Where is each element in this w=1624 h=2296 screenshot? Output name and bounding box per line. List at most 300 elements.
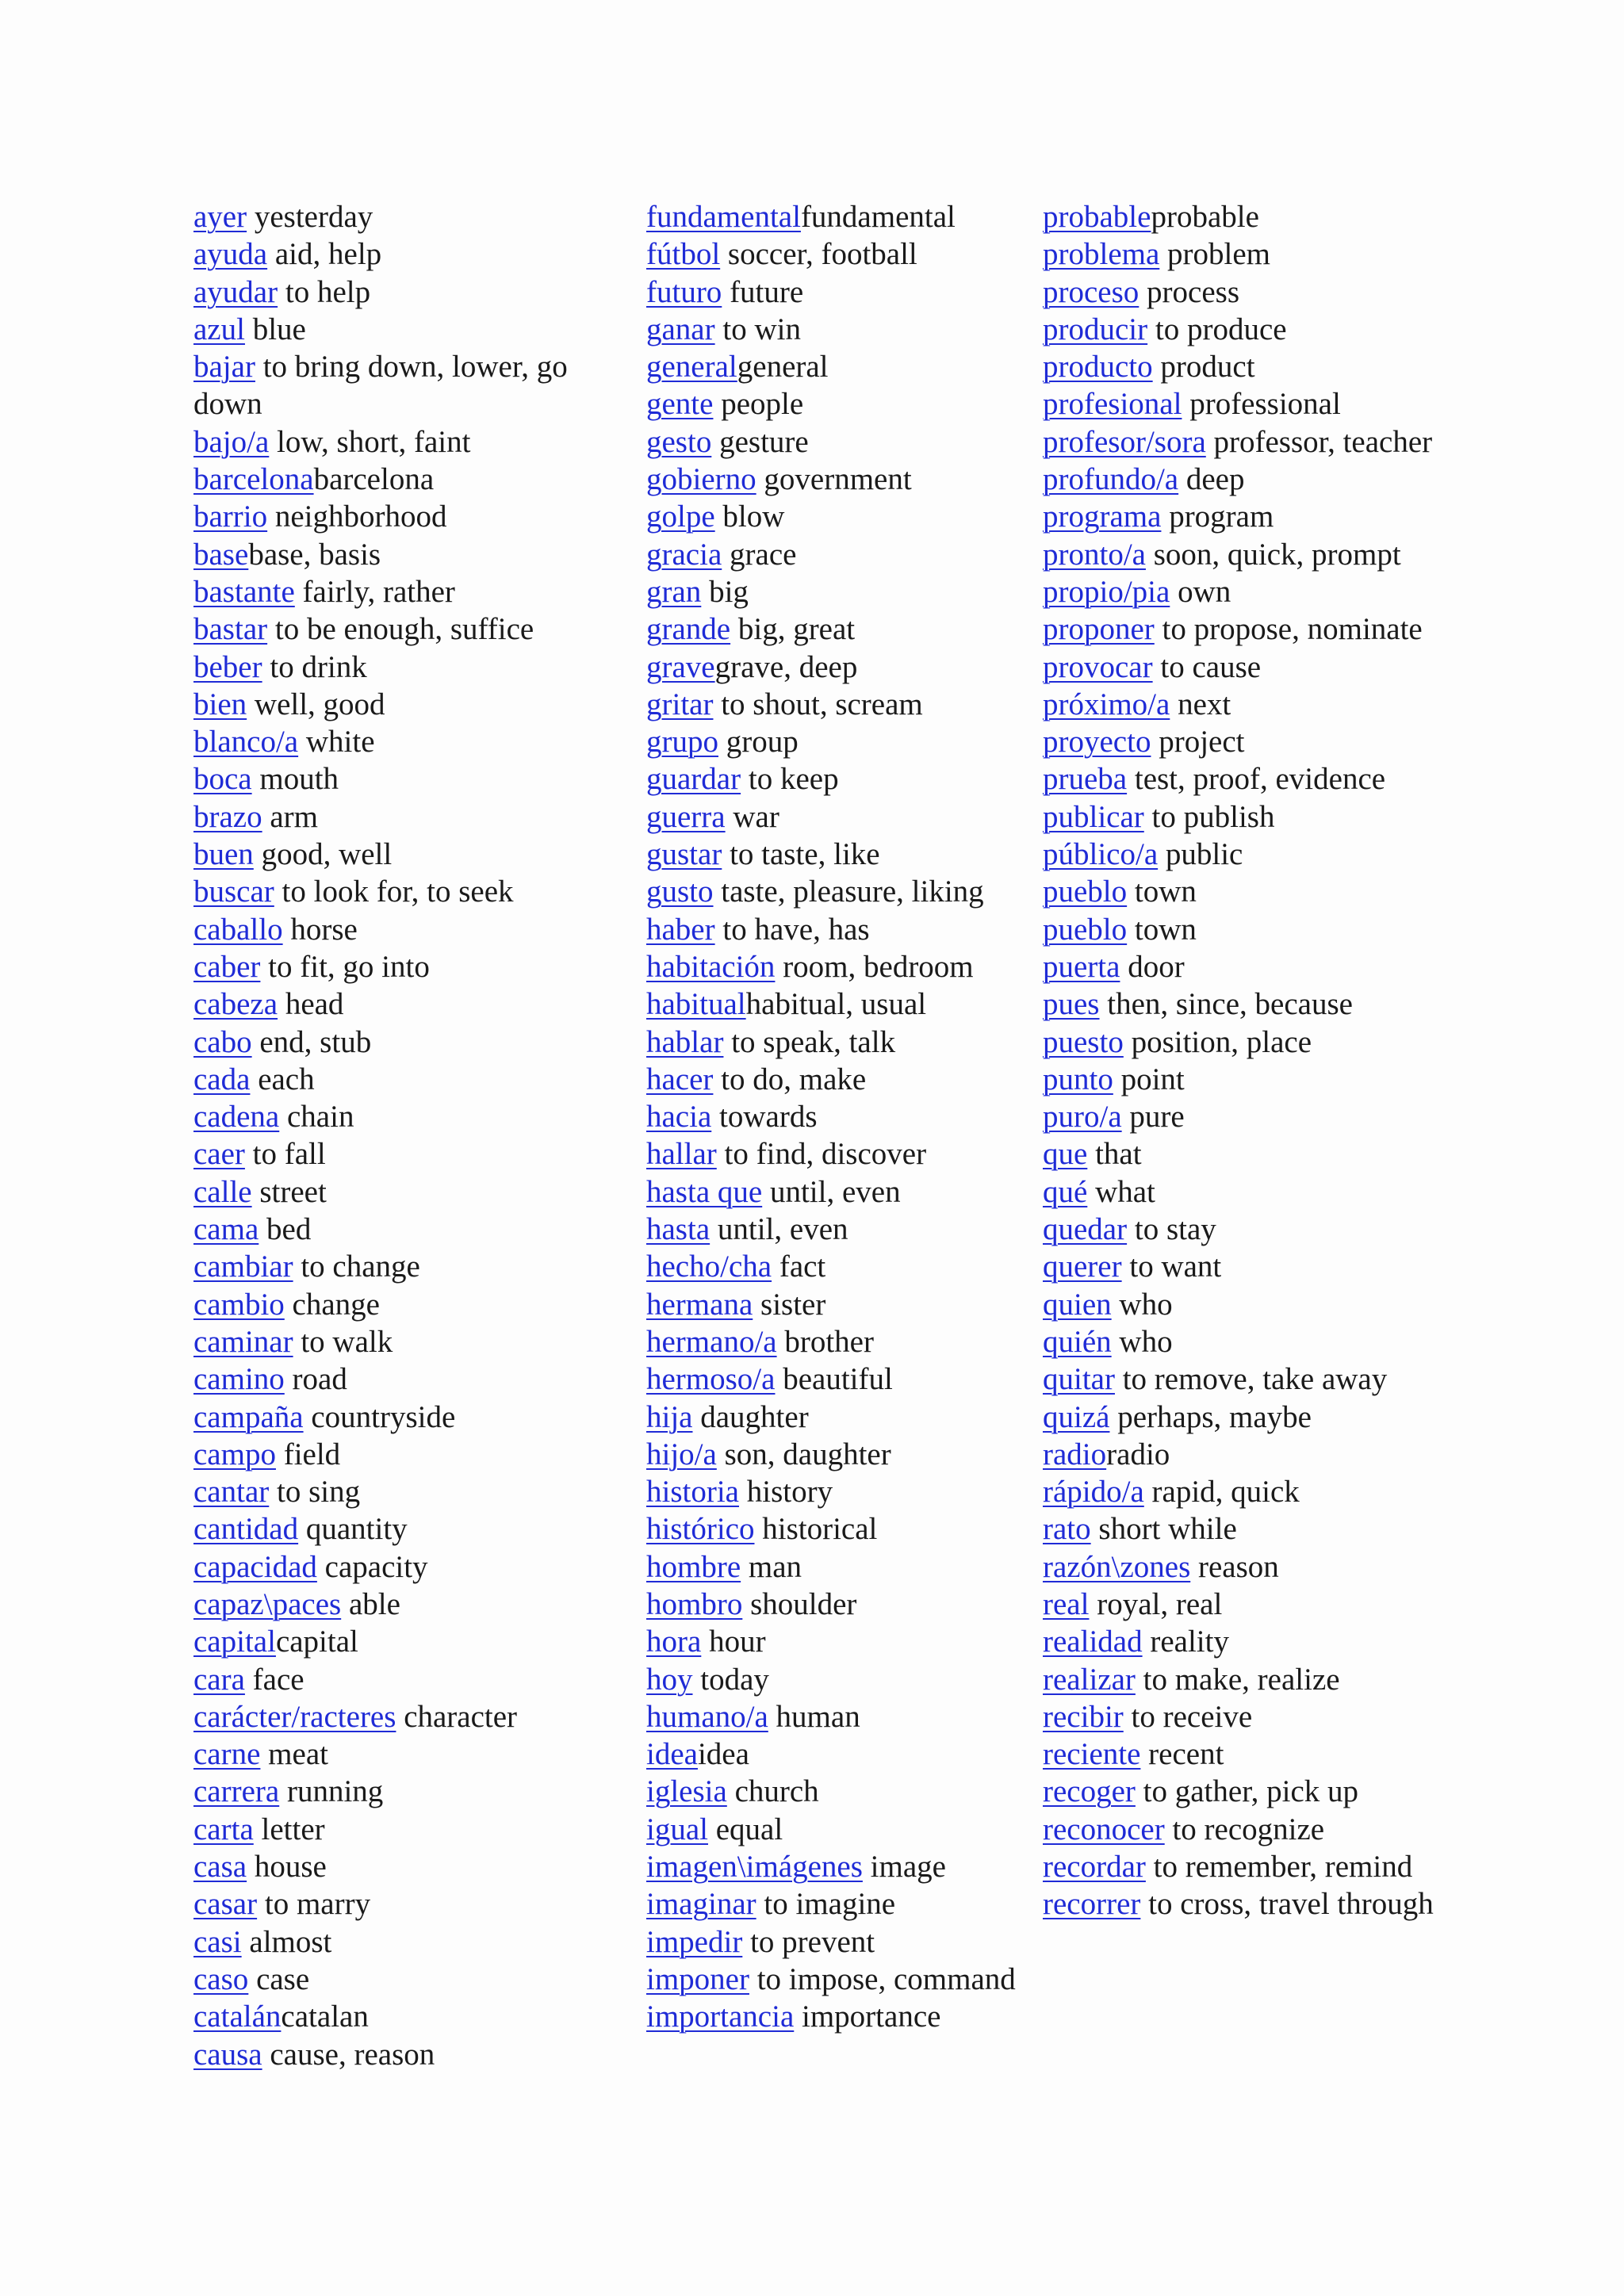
vocab-term-link[interactable]: profundo/a bbox=[1043, 462, 1179, 497]
vocab-definition: to win bbox=[722, 312, 801, 346]
vocab-entry bbox=[1043, 536, 1439, 573]
vocab-definition: until, even bbox=[717, 1212, 848, 1247]
vocab-entry bbox=[1043, 1586, 1439, 1623]
vocab-term-link[interactable]: buen bbox=[193, 837, 254, 872]
vocab-entry bbox=[193, 1024, 622, 1061]
vocab-definition: bed bbox=[266, 1212, 312, 1247]
vocab-definition: who bbox=[1119, 1287, 1173, 1322]
vocab-separator bbox=[267, 237, 275, 271]
vocab-entry bbox=[646, 610, 1035, 648]
vocab-term-link[interactable]: habitual bbox=[646, 987, 746, 1022]
vocab-term-link[interactable]: bastar bbox=[193, 612, 268, 647]
vocab-entry bbox=[646, 1548, 1035, 1586]
vocab-term-link[interactable]: habitación bbox=[646, 949, 776, 984]
vocab-term-link[interactable]: quizá bbox=[1043, 1399, 1110, 1434]
vocab-separator bbox=[259, 1212, 266, 1246]
vocab-separator bbox=[250, 1062, 258, 1096]
vocab-definition: fact bbox=[779, 1249, 826, 1284]
vocab-term-link[interactable]: brazo bbox=[193, 799, 262, 834]
vocab-separator bbox=[753, 1288, 760, 1322]
vocab-definition: to receive bbox=[1131, 1699, 1253, 1734]
vocab-separator bbox=[772, 1249, 779, 1284]
vocab-term-link[interactable]: hasta bbox=[646, 1212, 710, 1247]
vocab-definition: fundamental bbox=[800, 200, 956, 234]
vocab-entry bbox=[1043, 610, 1439, 648]
vocab-definition: program bbox=[1169, 499, 1274, 534]
vocab-term-link[interactable]: ayuda bbox=[193, 237, 268, 272]
vocab-entry bbox=[193, 1735, 622, 1773]
vocab-separator bbox=[720, 237, 728, 271]
vocab-term-link[interactable]: realizar bbox=[1043, 1662, 1136, 1697]
vocab-entry bbox=[1043, 235, 1439, 273]
vocab-separator bbox=[1112, 1288, 1120, 1322]
vocab-term-link[interactable]: grande bbox=[646, 612, 731, 647]
vocab-definition: letter bbox=[261, 1812, 325, 1846]
vocab-separator bbox=[754, 1512, 762, 1546]
vocab-term-link[interactable]: carne bbox=[193, 1737, 261, 1772]
vocab-term-link[interactable]: real bbox=[1043, 1586, 1090, 1621]
vocab-definition: town bbox=[1134, 912, 1197, 947]
vocab-term-link[interactable]: pues bbox=[1043, 987, 1100, 1022]
vocab-term-link[interactable]: azul bbox=[193, 312, 245, 346]
vocab-term-link[interactable]: recordar bbox=[1043, 1850, 1146, 1885]
vocab-definition: case bbox=[256, 1961, 310, 1996]
vocab-separator bbox=[317, 1550, 325, 1584]
vocab-separator bbox=[726, 800, 733, 834]
vocab-term-link[interactable]: camino bbox=[193, 1362, 285, 1397]
vocab-term-link[interactable]: histórico bbox=[646, 1512, 755, 1547]
vocab-separator bbox=[260, 1737, 268, 1771]
vocab-term-link[interactable]: caso bbox=[193, 1961, 249, 1996]
vocab-term-link[interactable]: pueblo bbox=[1043, 874, 1128, 909]
vocab-definition: street bbox=[259, 1174, 327, 1209]
vocab-separator bbox=[341, 1587, 349, 1621]
vocab-term-link[interactable]: bien bbox=[193, 687, 247, 721]
vocab-term-link[interactable]: propio/pia bbox=[1043, 574, 1170, 609]
vocab-entry bbox=[646, 573, 1035, 610]
vocab-definition: soon, quick, prompt bbox=[1153, 537, 1401, 572]
vocab-entry bbox=[646, 385, 1035, 423]
vocab-term-link[interactable]: ayudar bbox=[193, 274, 278, 309]
vocab-separator bbox=[1143, 1624, 1151, 1659]
vocab-term-link[interactable]: gustar bbox=[646, 837, 722, 872]
vocab-term-link[interactable]: ganar bbox=[646, 312, 715, 346]
vocab-separator bbox=[756, 1887, 764, 1921]
vocab-entry bbox=[1043, 649, 1439, 686]
vocab-term-link[interactable]: querer bbox=[1043, 1249, 1122, 1284]
vocab-term-link[interactable]: pronto/a bbox=[1043, 537, 1146, 572]
vocab-term-link[interactable]: hora bbox=[646, 1624, 702, 1659]
vocab-term-link[interactable]: hecho/cha bbox=[646, 1249, 772, 1284]
vocab-term-link[interactable]: carta bbox=[193, 1812, 254, 1846]
vocab-separator bbox=[1122, 1249, 1130, 1284]
vocab-definition: catalan bbox=[281, 1999, 369, 2034]
vocab-definition: to recognize bbox=[1172, 1812, 1325, 1846]
vocab-definition: to remember, remind bbox=[1153, 1850, 1413, 1885]
vocab-separator bbox=[692, 1400, 700, 1434]
vocab-term-link[interactable]: general bbox=[646, 350, 737, 385]
vocab-term-link[interactable]: buscar bbox=[193, 874, 274, 909]
vocab-term-link[interactable]: ayer bbox=[193, 200, 247, 234]
vocab-term-link[interactable]: gesto bbox=[646, 424, 712, 459]
vocab-term-link[interactable]: bajo/a bbox=[193, 424, 270, 459]
vocab-term-link[interactable]: provocar bbox=[1043, 649, 1153, 684]
vocab-separator bbox=[274, 874, 282, 909]
vocab-entry bbox=[193, 948, 622, 985]
vocab-entry bbox=[646, 1098, 1035, 1135]
vocab-definition: church bbox=[734, 1774, 819, 1809]
vocab-term-link[interactable]: puro/a bbox=[1043, 1100, 1122, 1135]
vocab-term-link[interactable]: haber bbox=[646, 912, 715, 947]
vocab-term-link[interactable]: causa bbox=[193, 2037, 262, 2072]
vocab-definition: town bbox=[1134, 874, 1197, 909]
vocab-term-link[interactable]: casa bbox=[193, 1850, 247, 1885]
vocab-entry bbox=[1043, 873, 1439, 910]
vocab-term-link[interactable]: grave bbox=[646, 649, 715, 684]
vocab-term-link[interactable]: caer bbox=[193, 1137, 245, 1172]
vocab-entry bbox=[1043, 1173, 1439, 1211]
vocab-term-link[interactable]: cambiar bbox=[193, 1249, 293, 1284]
vocab-term-link[interactable]: beber bbox=[193, 649, 262, 684]
vocab-term-link[interactable]: impedir bbox=[646, 1924, 743, 1959]
vocab-entry bbox=[646, 1061, 1035, 1098]
vocab-term-link[interactable]: quien bbox=[1043, 1287, 1112, 1322]
vocab-separator bbox=[1140, 1887, 1148, 1921]
vocab-term-link[interactable]: imponer bbox=[646, 1961, 749, 1996]
vocab-term-link[interactable]: público/a bbox=[1043, 837, 1159, 872]
vocab-term-link[interactable]: hija bbox=[646, 1399, 693, 1434]
vocab-term-link[interactable]: hermano/a bbox=[646, 1324, 777, 1359]
vocab-separator bbox=[717, 1137, 725, 1171]
vocab-definition: to marry bbox=[264, 1887, 371, 1922]
vocab-entry bbox=[646, 985, 1035, 1023]
vocab-entry bbox=[1043, 836, 1439, 873]
vocab-separator bbox=[723, 1025, 731, 1059]
vocab-entry bbox=[193, 1586, 622, 1623]
vocab-term-link[interactable]: profesor/sora bbox=[1043, 424, 1206, 459]
vocab-term-link[interactable]: publicar bbox=[1043, 799, 1144, 834]
vocab-entry bbox=[646, 1661, 1035, 1698]
vocab-definition: door bbox=[1128, 949, 1185, 984]
vocab-term-link[interactable]: proponer bbox=[1043, 612, 1155, 647]
vocab-term-link[interactable]: capital bbox=[193, 1624, 276, 1659]
vocab-definition: grace bbox=[730, 537, 797, 572]
vocab-term-link[interactable]: puerta bbox=[1043, 949, 1120, 984]
vocab-definition: room, bedroom bbox=[783, 949, 974, 984]
vocab-entry bbox=[646, 723, 1035, 760]
vocab-entry bbox=[646, 423, 1035, 461]
vocab-definition: importance bbox=[802, 1999, 941, 2034]
vocab-entry bbox=[193, 1510, 622, 1548]
vocab-definition: base, basis bbox=[248, 537, 381, 572]
vocab-definition: neighborhood bbox=[274, 499, 447, 534]
vocab-entry bbox=[1043, 1399, 1439, 1436]
vocab-term-link[interactable]: puesto bbox=[1043, 1024, 1124, 1059]
vocab-term-link[interactable]: cama bbox=[193, 1212, 259, 1247]
vocab-term-link[interactable]: bastante bbox=[193, 574, 295, 609]
vocab-entry bbox=[646, 911, 1035, 948]
vocab-definition: to shout, scream bbox=[721, 687, 923, 721]
vocab-term-link[interactable]: casi bbox=[193, 1924, 242, 1959]
vocab-separator bbox=[1136, 1663, 1143, 1697]
vocab-separator bbox=[693, 1663, 701, 1697]
vocab-definition: yesterday bbox=[254, 200, 373, 234]
vocab-term-link[interactable]: cabeza bbox=[193, 987, 278, 1022]
vocab-definition: to gather, pick up bbox=[1143, 1774, 1359, 1809]
vocab-term-link[interactable]: golpe bbox=[646, 499, 715, 534]
vocab-term-link[interactable]: bajar bbox=[193, 350, 255, 385]
vocab-separator bbox=[1153, 350, 1161, 384]
vocab-term-link[interactable]: proceso bbox=[1043, 274, 1139, 309]
vocab-definition: that bbox=[1095, 1137, 1142, 1172]
vocab-term-link[interactable]: que bbox=[1043, 1137, 1088, 1172]
vocab-separator bbox=[1140, 1737, 1148, 1771]
vocab-definition: to fall bbox=[252, 1137, 326, 1172]
vocab-term-link[interactable]: gritar bbox=[646, 687, 714, 721]
vocab-entry bbox=[646, 498, 1035, 535]
vocab-term-link[interactable]: probable bbox=[1043, 200, 1151, 234]
vocab-term-link[interactable]: producir bbox=[1043, 312, 1148, 346]
vocab-term-link[interactable]: base bbox=[193, 537, 249, 572]
vocab-separator bbox=[278, 987, 285, 1021]
vocab-entry bbox=[193, 1923, 622, 1961]
vocab-entry bbox=[1043, 1661, 1439, 1698]
vocab-term-link[interactable]: gente bbox=[646, 387, 714, 422]
vocab-term-link[interactable]: gobierno bbox=[646, 462, 756, 497]
vocab-term-link[interactable]: idea bbox=[646, 1737, 698, 1772]
vocab-separator bbox=[715, 913, 723, 947]
vocab-separator bbox=[741, 762, 749, 796]
vocab-definition: general bbox=[737, 350, 829, 385]
vocab-separator bbox=[1120, 950, 1128, 984]
vocab-term-link[interactable]: profesional bbox=[1043, 387, 1182, 422]
vocab-term-link[interactable]: hallar bbox=[646, 1137, 717, 1172]
vocab-term-link[interactable]: prueba bbox=[1043, 762, 1128, 797]
vocab-term-link[interactable]: cantidad bbox=[193, 1512, 299, 1547]
vocab-entry bbox=[1043, 1773, 1439, 1810]
vocab-term-link[interactable]: problema bbox=[1043, 237, 1160, 272]
vocab-definition: gesture bbox=[719, 424, 809, 459]
vocab-term-link[interactable]: realidad bbox=[1043, 1624, 1143, 1659]
vocab-separator bbox=[1087, 1137, 1095, 1171]
vocab-entry bbox=[193, 235, 622, 273]
vocab-term-link[interactable]: hacia bbox=[646, 1100, 712, 1135]
vocab-definition: beautiful bbox=[783, 1362, 893, 1397]
vocab-term-link[interactable]: capacidad bbox=[193, 1549, 317, 1584]
vocab-entry bbox=[1043, 911, 1439, 948]
vocab-term-link[interactable]: calle bbox=[193, 1174, 252, 1209]
vocab-separator bbox=[279, 1100, 287, 1134]
vocab-term-link[interactable]: caminar bbox=[193, 1324, 293, 1359]
vocab-term-link[interactable]: recibir bbox=[1043, 1699, 1124, 1734]
vocab-entry bbox=[646, 1735, 1035, 1773]
vocab-term-link[interactable]: rápido/a bbox=[1043, 1475, 1144, 1510]
vocab-term-link[interactable]: capaz\paces bbox=[193, 1586, 342, 1621]
vocab-separator bbox=[1136, 1774, 1143, 1808]
vocab-separator bbox=[711, 1100, 719, 1134]
vocab-term-link[interactable]: campo bbox=[193, 1437, 276, 1471]
vocab-separator bbox=[1178, 462, 1186, 496]
vocab-term-link[interactable]: recoger bbox=[1043, 1774, 1136, 1809]
vocab-definition: road bbox=[292, 1362, 347, 1397]
vocab-definition: to be enough, suffice bbox=[274, 612, 534, 647]
vocab-separator bbox=[298, 1512, 306, 1546]
vocab-definition: to taste, like bbox=[730, 837, 880, 872]
vocab-definition: test, proof, evidence bbox=[1134, 762, 1386, 797]
vocab-separator bbox=[718, 725, 726, 759]
vocab-term-link[interactable]: cadena bbox=[193, 1100, 280, 1135]
vocab-entry bbox=[193, 1698, 622, 1735]
vocab-separator bbox=[717, 1437, 725, 1471]
vocab-term-link[interactable]: grupo bbox=[646, 725, 718, 760]
vocab-definition: brother bbox=[784, 1324, 874, 1359]
vocab-term-link[interactable]: reconocer bbox=[1043, 1812, 1165, 1846]
vocab-term-link[interactable]: qué bbox=[1043, 1174, 1088, 1209]
vocab-term-link[interactable]: fundamental bbox=[646, 200, 801, 234]
vocab-term-link[interactable]: hacer bbox=[646, 1062, 714, 1096]
vocab-entry bbox=[646, 836, 1035, 873]
vocab-separator bbox=[252, 1025, 260, 1059]
vocab-term-link[interactable]: humano/a bbox=[646, 1699, 768, 1734]
vocab-term-link[interactable]: iglesia bbox=[646, 1774, 727, 1809]
vocab-term-link[interactable]: futuro bbox=[646, 274, 722, 309]
vocab-term-link[interactable]: igual bbox=[646, 1812, 708, 1846]
vocab-definition: face bbox=[252, 1662, 304, 1697]
vocab-entry bbox=[1043, 311, 1439, 348]
vocab-separator bbox=[1113, 1062, 1121, 1096]
vocab-definition: mouth bbox=[259, 762, 339, 797]
vocab-term-link[interactable]: imagen\imágenes bbox=[646, 1850, 863, 1885]
vocab-term-link[interactable]: hombre bbox=[646, 1549, 741, 1584]
vocab-term-link[interactable]: punto bbox=[1043, 1062, 1113, 1096]
vocab-separator bbox=[1124, 1700, 1132, 1734]
vocab-term-link[interactable]: hasta que bbox=[646, 1174, 763, 1209]
vocab-entry bbox=[193, 686, 622, 723]
vocab-separator bbox=[278, 275, 285, 309]
vocab-term-link[interactable]: barrio bbox=[193, 499, 268, 534]
vocab-definition: to impose, command bbox=[756, 1961, 1016, 1996]
vocab-term-link[interactable]: barcelona bbox=[193, 462, 314, 497]
vocab-term-link[interactable]: caber bbox=[193, 949, 261, 984]
vocab-separator bbox=[1091, 1512, 1099, 1546]
vocab-term-link[interactable]: hijo/a bbox=[646, 1437, 717, 1471]
vocab-separator bbox=[1087, 1175, 1095, 1209]
vocab-term-link[interactable]: carácter/racteres bbox=[193, 1699, 396, 1734]
vocab-term-link[interactable]: próximo/a bbox=[1043, 687, 1170, 721]
vocab-separator bbox=[267, 499, 275, 534]
vocab-term-link[interactable]: guardar bbox=[646, 762, 741, 797]
vocab-entry bbox=[193, 911, 622, 948]
vocab-term-link[interactable]: cambio bbox=[193, 1287, 285, 1322]
vocab-separator bbox=[1170, 575, 1178, 609]
vocab-term-link[interactable]: radio bbox=[1043, 1437, 1107, 1471]
vocab-term-link[interactable]: catalán bbox=[193, 1999, 282, 2034]
vocab-definition: pure bbox=[1129, 1100, 1185, 1135]
vocab-term-link[interactable]: hoy bbox=[646, 1662, 693, 1697]
vocab-term-link[interactable]: guerra bbox=[646, 799, 726, 834]
vocab-term-link[interactable]: quedar bbox=[1043, 1212, 1128, 1247]
vocab-entry bbox=[193, 1885, 622, 1923]
vocab-term-link[interactable]: hablar bbox=[646, 1024, 724, 1059]
vocab-definition: blue bbox=[252, 312, 306, 346]
vocab-separator bbox=[722, 837, 730, 871]
vocab-term-link[interactable]: gran bbox=[646, 574, 702, 609]
vocab-entry bbox=[1043, 1024, 1439, 1061]
vocab-entry bbox=[1043, 760, 1439, 798]
vocab-entry bbox=[193, 2036, 622, 2073]
vocab-term-link[interactable]: producto bbox=[1043, 350, 1153, 385]
vocab-separator bbox=[304, 1400, 312, 1434]
vocab-term-link[interactable]: fútbol bbox=[646, 237, 721, 272]
vocab-term-link[interactable]: hermoso/a bbox=[646, 1362, 776, 1397]
vocab-term-link[interactable]: rato bbox=[1043, 1512, 1091, 1547]
vocab-definition: historical bbox=[762, 1512, 878, 1547]
vocab-separator bbox=[254, 1812, 262, 1846]
vocab-term-link[interactable]: reciente bbox=[1043, 1737, 1141, 1772]
vocab-definition: then, since, because bbox=[1107, 987, 1353, 1022]
vocab-term-link[interactable]: blanco/a bbox=[193, 725, 299, 760]
vocab-entry bbox=[1043, 1061, 1439, 1098]
vocab-entry bbox=[193, 1811, 622, 1848]
vocab-definition: end, stub bbox=[259, 1024, 372, 1059]
vocab-term-link[interactable]: cabo bbox=[193, 1024, 252, 1059]
vocab-term-link[interactable]: quitar bbox=[1043, 1362, 1115, 1397]
vocab-term-link[interactable]: quién bbox=[1043, 1324, 1112, 1359]
vocab-definition: problem bbox=[1167, 237, 1270, 272]
vocab-term-link[interactable]: historia bbox=[646, 1475, 739, 1510]
vocab-term-link[interactable]: caballo bbox=[193, 912, 283, 947]
vocab-term-link[interactable]: cara bbox=[193, 1662, 245, 1697]
vocab-entry bbox=[193, 274, 622, 311]
vocab-definition: blow bbox=[722, 499, 785, 534]
vocab-term-link[interactable]: gracia bbox=[646, 537, 722, 572]
vocab-term-link[interactable]: gusto bbox=[646, 874, 714, 909]
vocab-term-link[interactable]: imaginar bbox=[646, 1887, 756, 1922]
vocab-separator bbox=[794, 1999, 802, 2034]
vocab-term-link[interactable]: razón\zones bbox=[1043, 1549, 1191, 1584]
vocab-entry bbox=[193, 1248, 622, 1285]
vocab-separator bbox=[396, 1700, 404, 1734]
vocab-term-link[interactable]: proyecto bbox=[1043, 725, 1151, 760]
vocab-definition: until, even bbox=[769, 1174, 901, 1209]
vocabulary-column-1 bbox=[193, 198, 622, 2073]
vocab-term-link[interactable]: cada bbox=[193, 1062, 251, 1096]
vocab-term-link[interactable]: carrera bbox=[193, 1774, 280, 1809]
vocab-term-link[interactable]: hombro bbox=[646, 1586, 743, 1621]
vocab-entry bbox=[646, 1360, 1035, 1398]
vocab-entry bbox=[646, 1399, 1035, 1436]
vocab-term-link[interactable]: programa bbox=[1043, 499, 1162, 534]
vocab-term-link[interactable]: campaña bbox=[193, 1399, 304, 1434]
vocab-entry bbox=[193, 1173, 622, 1211]
vocab-separator bbox=[267, 612, 275, 646]
vocab-separator bbox=[711, 425, 719, 459]
vocab-term-link[interactable]: recorrer bbox=[1043, 1887, 1141, 1922]
vocab-definition: point bbox=[1120, 1062, 1185, 1096]
vocab-term-link[interactable]: importancia bbox=[646, 1999, 795, 2034]
vocab-term-link[interactable]: pueblo bbox=[1043, 912, 1128, 947]
vocab-term-link[interactable]: hermana bbox=[646, 1287, 753, 1322]
vocab-definition: to want bbox=[1129, 1249, 1222, 1284]
vocab-entry bbox=[193, 1399, 622, 1436]
vocab-definition: short while bbox=[1098, 1512, 1237, 1547]
vocab-term-link[interactable]: casar bbox=[193, 1887, 258, 1922]
vocab-entry bbox=[1043, 198, 1439, 235]
vocab-term-link[interactable]: cantar bbox=[193, 1475, 270, 1510]
vocab-definition: arm bbox=[270, 799, 318, 834]
vocab-term-link[interactable]: boca bbox=[193, 762, 252, 797]
vocab-entry bbox=[646, 798, 1035, 836]
